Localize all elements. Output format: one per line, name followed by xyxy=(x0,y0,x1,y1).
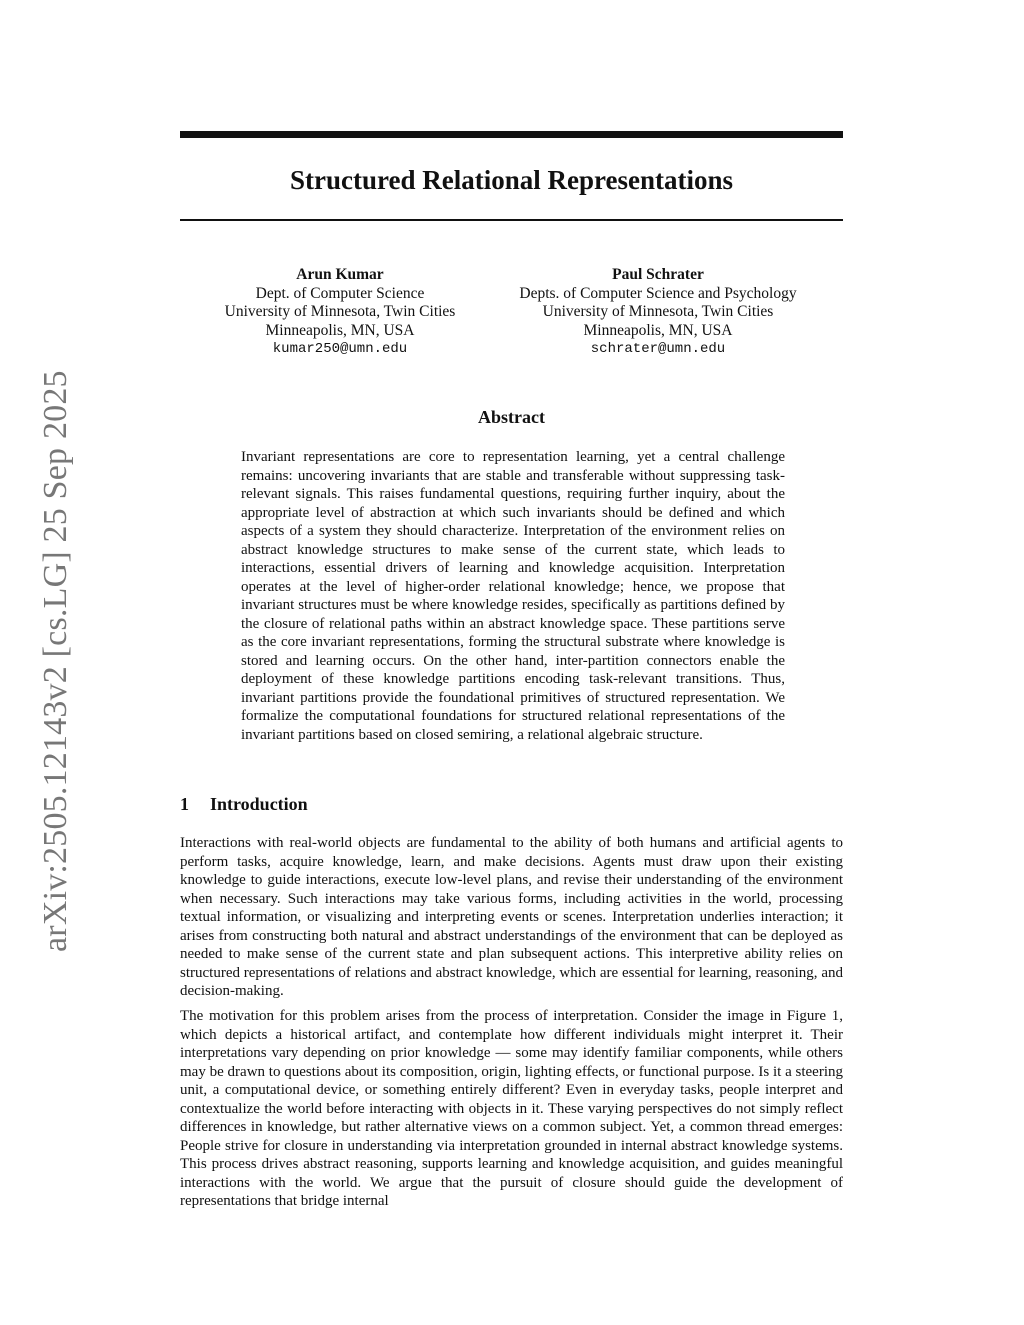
author-location: Minneapolis, MN, USA xyxy=(265,321,415,339)
author-block-2 xyxy=(488,266,828,359)
intro-paragraph: The motivation for this problem arises from the process of interpretation. Consider the image in Figure 1, which depicts a historical artifact, and contemplate how different individuals might interpret it. Their interpretations vary depending on prior knowledge — some may identify familiar components, while others may be drawn to questions about its composition, origin, lighting effects, or functional purpose. Is it a steering unit, a computational device, or something entirely different? Even in everyday tasks, people interpret and contextualize the world before interacting with objects in it. These varying perspectives do not simply reflect differences in knowledge, but rather alternative views on a common subject. Yet, a common thread emerges: People strive for closure in understanding via interpretation grounded in internal abstract knowledge systems. This process drives abstract reasoning, supports learning and knowledge acquisition, and guides meaningful interactions with the world. We argue that the pursuit of closure should guide the development of representations that bridge internal xyxy=(180,1008,843,1209)
abstract-heading: Abstract xyxy=(478,407,545,427)
section-title: Introduction xyxy=(210,794,308,814)
paper-title: Structured Relational Representations xyxy=(290,165,733,195)
author-dept: Dept. of Computer Science xyxy=(255,284,425,302)
author-location: Minneapolis, MN, USA xyxy=(583,321,733,339)
section-number: 1 xyxy=(180,794,189,814)
author-email[interactable]: kumar250@umn.edu xyxy=(272,341,408,357)
author-name: Paul Schrater xyxy=(612,266,704,283)
author-university: University of Minnesota, Twin Cities xyxy=(224,303,456,320)
title-top-rule xyxy=(180,131,843,138)
author-email[interactable]: schrater@umn.edu xyxy=(590,341,726,357)
author-name: Arun Kumar xyxy=(296,266,384,283)
intro-paragraph: Interactions with real-world objects are fundamental to the ability of both humans and artificial agents to perform tasks, acquire knowledge, learn, and make decisions. Agents must draw upon their existing knowledge to guide interactions, execute low-level plans, and revise their understanding of the environment when necessary. Such interactions may take various forms, including activities in the world, processing textual information, or visualizing and interpreting events or scenes. Interpretation underlies interaction; it arises from constructing both natural and abstract understandings of the environment that can be deployed as needed to make sense of the current state and plan subsequent actions. This interpretive ability relies on structured representations of relations and abstract knowledge, which are essential for learning, reasoning, and decision-making. xyxy=(180,835,843,999)
section-heading xyxy=(180,791,308,817)
author-block-1 xyxy=(200,266,480,359)
author-dept: Depts. of Computer Science and Psychology xyxy=(519,284,797,302)
arxiv-identifier: arXiv:2505.12143v2 [cs.LG] 25 Sep 2025 xyxy=(37,370,74,952)
title-bottom-rule xyxy=(180,219,843,221)
abstract-text: Invariant representations are core to representation learning, yet a central challenge remains: uncovering invariants that are stable and transferable without suppressing task-relevant signals. This raises fundamental questions, requiring further inquiry, about the appropriate level of abstraction at which such invariants should be defined and which aspects of a system they should characterize. Interpretation of the environment relies on abstract knowledge structures to make sense of the current state, which leads to interactions, essential drivers of learning and knowledge acquisition. Interpretation operates at the level of higher-order relational knowledge; hence, we propose that invariant structures must be where knowledge resides, specifically as partitions defined by the closure of relational paths within an abstract knowledge space. These partitions serve as the core invariant representations, forming the structural substrate where knowledge is stored and learning occurs. On the other hand, inter-partition connectors enable the deployment of these knowledge partitions encoding task-relevant transitions. Thus, invariant partitions provide the foundational primitives of structured representation. We formalize the computational foundations for structured relational representations of the invariant partitions based on closed semiring, a relational algebraic structure. xyxy=(241,449,785,743)
author-university: University of Minnesota, Twin Cities xyxy=(542,303,774,320)
